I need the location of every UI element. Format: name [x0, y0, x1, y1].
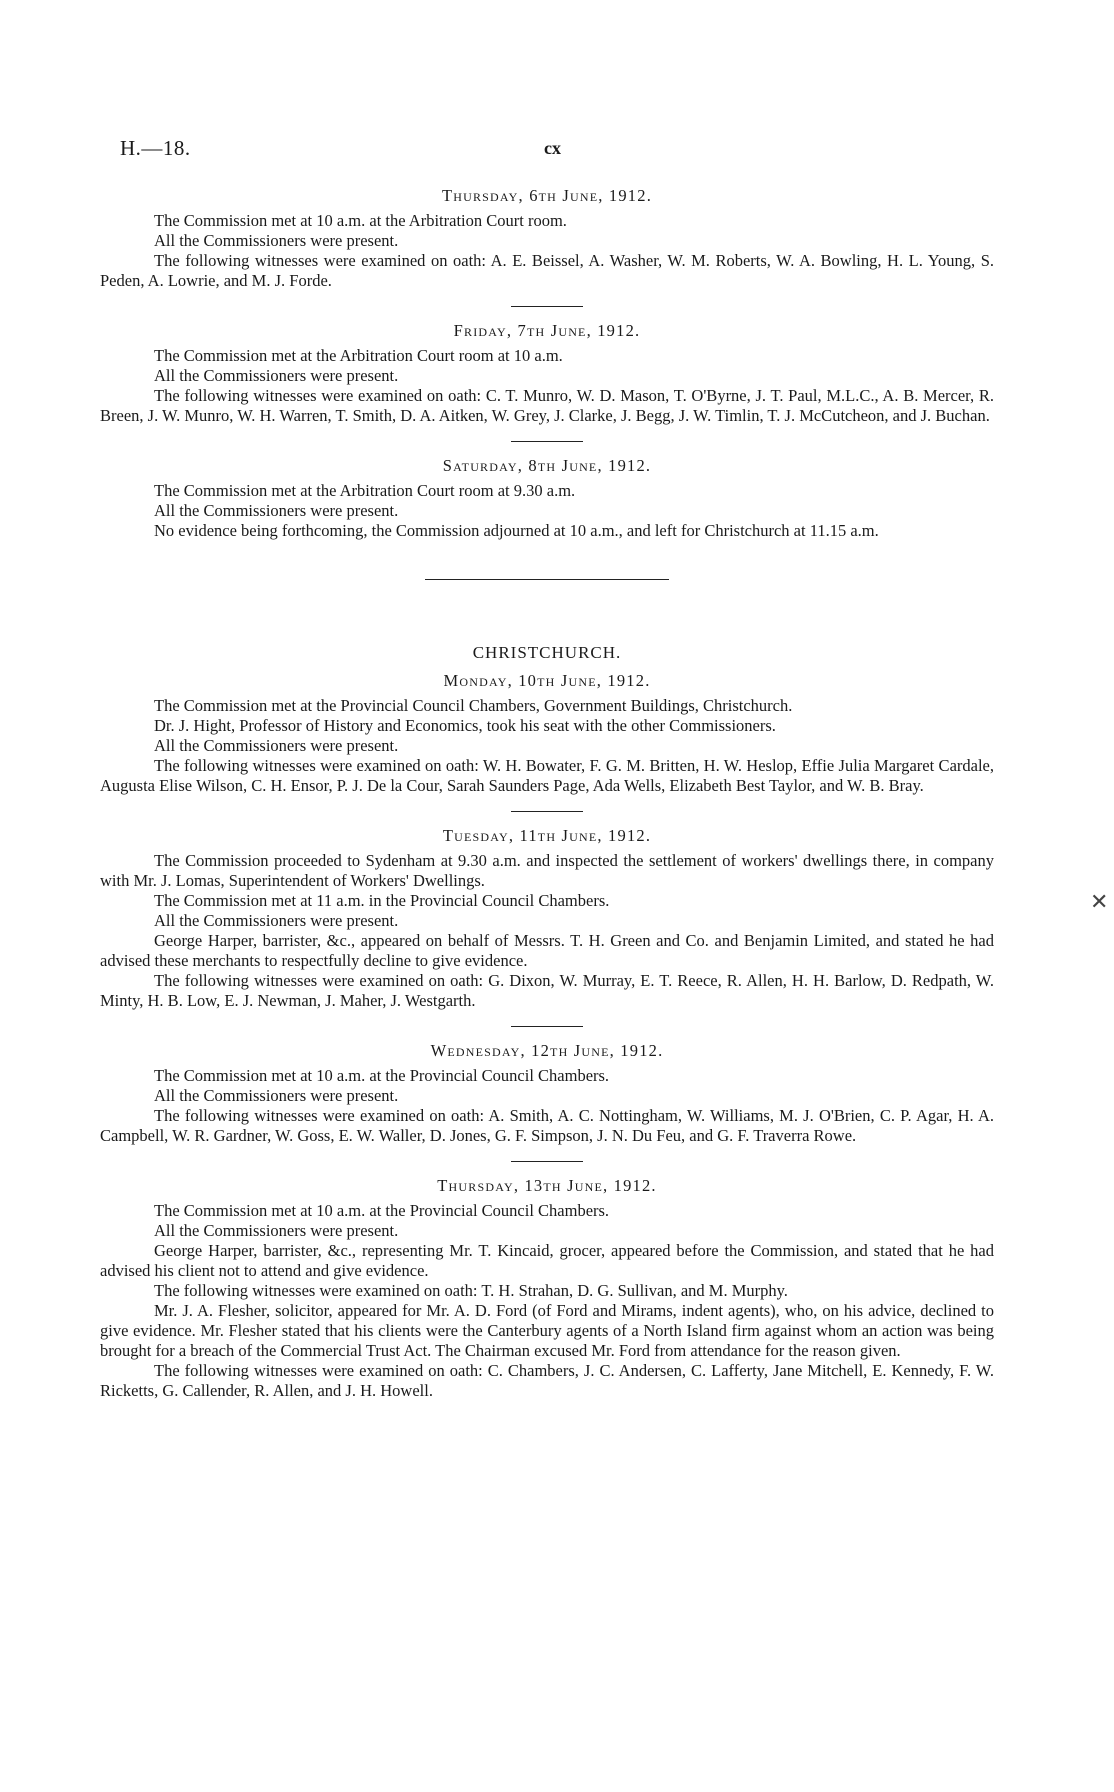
minutes-section [100, 456, 994, 541]
page-number: cx [544, 138, 561, 158]
section-date: Monday, 10th June, 1912. [443, 671, 651, 690]
paragraph: All the Commissioners were present. [154, 1086, 399, 1105]
paragraph: The Commission met at 10 a.m. at the Provincial Council Chambers. [154, 1201, 610, 1220]
paragraph: The following witnesses were examined on oath: A. E. Beissel, A. Washer, W. M. Roberts, W. A. Bowling, H. L. Young, S. Peden, A. Lowrie, and M. J. Forde. [100, 251, 994, 290]
paragraph: George Harper, barrister, &c., representing Mr. T. Kincaid, grocer, appeared before the Commission, and stated that he had advised his client not to attend and give evidence. [100, 1241, 994, 1280]
paragraph: All the Commissioners were present. [154, 501, 399, 520]
paragraph: The following witnesses were examined on oath: C. T. Munro, W. D. Mason, T. O'Byrne, J. T. Paul, M.L.C., A. B. Mercer, R. Breen, J. W. Munro, W. H. Warren, T. Smith, D. A. Aitken, W. Grey, J. Clarke, J. Begg, J. W. Timlin, T. J. McCutcheon, and J. Buchan. [100, 386, 994, 425]
section-date: Saturday, 8th June, 1912. [442, 456, 652, 475]
paragraph: The following witnesses were examined on oath: T. H. Strahan, D. G. Sullivan, and M. Murphy. [154, 1281, 788, 1300]
paragraph: All the Commissioners were present. [154, 1221, 399, 1240]
paragraph: The Commission proceeded to Sydenham at 9.30 a.m. and inspected the settlement of workers' dwellings there, in company with Mr. J. Lomas, Superintendent of Workers' Dwellings. [100, 851, 994, 890]
paragraph: Dr. J. Hight, Professor of History and Economics, took his seat with the other Commissioners. [154, 716, 776, 735]
paragraph: No evidence being forthcoming, the Commission adjourned at 10 a.m., and left for Christchurch at 11.15 a.m. [154, 521, 879, 540]
paragraph: The Commission met at the Arbitration Court room at 10 a.m. [154, 346, 563, 365]
paragraph: All the Commissioners were present. [154, 231, 399, 250]
section-divider [511, 811, 583, 812]
minutes-section [100, 186, 994, 291]
document-reference: H.—18. [120, 136, 191, 160]
margin-mark-icon: ✕ [1090, 890, 1109, 915]
section-divider [511, 1161, 583, 1162]
paragraph: Mr. J. A. Flesher, solicitor, appeared for Mr. A. D. Ford (of Ford and Mirams, indent agents), who, on his advice, declined to give evidence. Mr. Flesher stated that his clients were the Canterbury agents of a North Island firm against whom an action was being brought for a breach of the Commercial Trust Act. The Chairman excused Mr. Ford from attendance for the reason given. [100, 1301, 994, 1360]
paragraph: The Commission met at 10 a.m. at the Arbitration Court room. [154, 211, 567, 230]
section-divider [511, 1026, 583, 1027]
major-divider [425, 579, 669, 580]
paragraph: The Commission met at 10 a.m. at the Provincial Council Chambers. [154, 1066, 610, 1085]
paragraph: The following witnesses were examined on oath: C. Chambers, J. C. Andersen, C. Lafferty, Jane Mitchell, E. Kennedy, F. W. Ricketts, G. Callender, R. Allen, and J. H. Howell. [100, 1361, 994, 1400]
paragraph: George Harper, barrister, &c., appeared on behalf of Messrs. T. H. Green and Co. and Benjamin Limited, and stated he had advised these merchants to respectfully decline to give evidence. [100, 931, 994, 970]
section-divider [511, 306, 583, 307]
paragraph: All the Commissioners were present. [154, 911, 399, 930]
paragraph: The Commission met at the Provincial Council Chambers, Government Buildings, Christchurch. [154, 696, 793, 715]
section-date: Tuesday, 11th June, 1912. [442, 826, 652, 845]
paragraph: The following witnesses were examined on oath: W. H. Bowater, F. G. M. Britten, H. W. Heslop, Effie Julia Margaret Cardale, Augusta Elise Wilson, C. H. Ensor, P. J. De la Cour, Sarah Saunders Page, Ada Wells, Elizabeth Best Taylor, and W. B. Bray. [100, 756, 994, 795]
page-header [120, 136, 994, 166]
paragraph: The Commission met at 11 a.m. in the Provincial Council Chambers. [154, 891, 610, 910]
section-date: Thursday, 13th June, 1912. [437, 1176, 657, 1195]
minutes-section [100, 671, 994, 796]
paragraph: All the Commissioners were present. [154, 736, 399, 755]
paragraph: The following witnesses were examined on oath: A. Smith, A. C. Nottingham, W. Williams, M. J. O'Brien, C. P. Agar, H. A. Campbell, W. R. Gardner, W. Goss, E. W. Waller, D. Jones, G. F. Simpson, J. N. Du Feu, and G. F. Traverra Rowe. [100, 1106, 994, 1145]
paragraph: The following witnesses were examined on oath: G. Dixon, W. Murray, E. T. Reece, R. Allen, H. H. Barlow, D. Redpath, W. Minty, H. B. Low, E. J. Newman, J. Maher, J. Westgarth. [100, 971, 994, 1010]
paragraph: The Commission met at the Arbitration Court room at 9.30 a.m. [154, 481, 576, 500]
section-date: Thursday, 6th June, 1912. [441, 186, 653, 205]
minutes-content [100, 186, 994, 1401]
minutes-section [100, 826, 994, 1011]
section-date: Friday, 7th June, 1912. [453, 321, 641, 340]
minutes-section [100, 321, 994, 426]
section-date: Wednesday, 12th June, 1912. [430, 1041, 664, 1060]
paragraph: All the Commissioners were present. [154, 366, 399, 385]
minutes-section [100, 1041, 994, 1146]
section-divider [511, 441, 583, 442]
minutes-section [100, 1176, 994, 1401]
city-heading: CHRISTCHURCH. [472, 643, 622, 662]
